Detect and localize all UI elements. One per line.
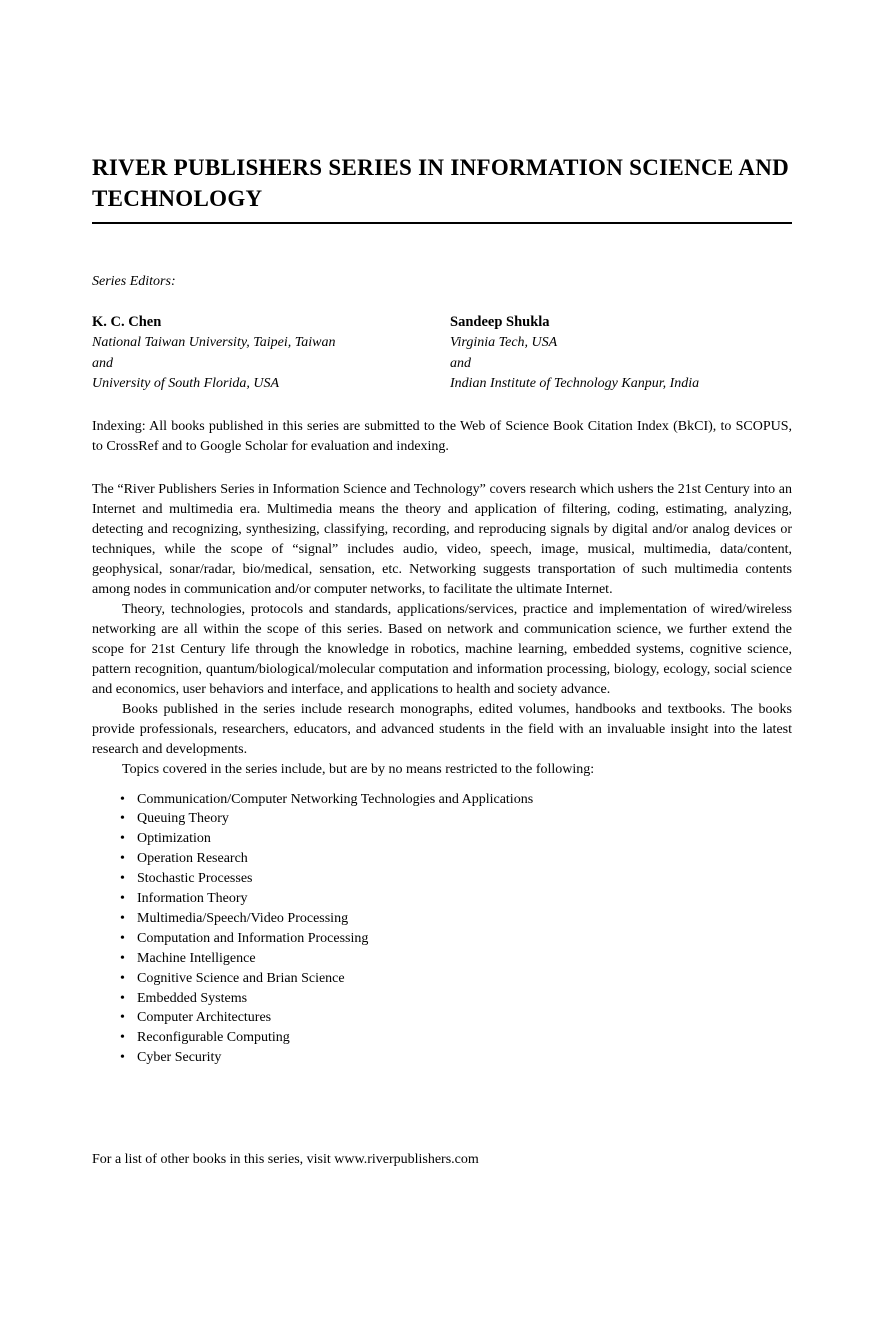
topic-item: • Computer Architectures: [120, 1008, 792, 1028]
editor-affiliation-line: and: [92, 355, 113, 371]
description-paragraph: The “River Publishers Series in Information Science and Technology” covers research which ushers the 21st Century into an Internet and multimedia era. Multimedia means the theory and application of filtering, coding, estimating, analyzing, detecting and recognizing, synthesizing, classifying, recording, and reproducing signals by digital and/or analog devices or techniques, while the scope of “signal” includes audio, video, speech, image, musical, multimedia, data/content, geophysical, sonar/radar, bio/medical, sensation, etc. Networking suggests transportation of such multimedia contents among nodes in communication and/or computer networks, to facilitate the ultimate Internet.: [92, 481, 792, 597]
series-editors-label: Series Editors:: [92, 274, 176, 289]
topic-item: • Queuing Theory: [120, 809, 792, 829]
description-paragraph: Theory, technologies, protocols and standards, applications/services, practice and implementation of wired/wireless networking are all within the scope of this series. Based on network and communication science, we further extend the scope for 21st Century life through the knowledge in robotics, machine learning, embedded systems, cognitive science, pattern recognition, quantum/biological/molecular computation and information processing, biology, ecology, social science and economics, user behaviors and interface, and applications to health and society advance.: [92, 601, 792, 697]
editor-affiliation-line: and: [450, 355, 471, 371]
editor-name: K. C. Chen: [92, 314, 162, 330]
topic-item: • Machine Intelligence: [120, 949, 792, 969]
footer-note: For a list of other books in this series, visit www.riverpublishers.com: [92, 1152, 479, 1167]
topic-item: • Information Theory: [120, 889, 792, 909]
editor-affiliation-line: Virginia Tech, USA: [450, 335, 558, 350]
topic-item: • Reconfigurable Computing: [120, 1028, 792, 1048]
editor-column-right: [450, 312, 792, 395]
editor-affiliation-line: National Taiwan University, Taipei, Taiwan: [92, 335, 336, 350]
topic-item: • Computation and Information Processing: [120, 929, 792, 949]
topic-item: • Operation Research: [120, 849, 792, 869]
editors-section: [92, 312, 792, 395]
topic-item: • Stochastic Processes: [120, 869, 792, 889]
editor-column-left: [92, 312, 450, 395]
title-divider: [92, 222, 792, 224]
series-description: [92, 480, 792, 780]
topic-item: • Multimedia/Speech/Video Processing: [120, 909, 792, 929]
topic-item: • Cyber Security: [120, 1048, 792, 1068]
topic-item: • Optimization: [120, 829, 792, 849]
editor-affiliation-line: University of South Florida, USA: [92, 376, 280, 391]
topic-item: • Cognitive Science and Brian Science: [120, 969, 792, 989]
description-paragraph: Books published in the series include research monographs, edited volumes, handbooks and textbooks. The books provide professionals, researchers, educators, and advanced students in the field with an invaluable insight into the latest research and developments.: [92, 701, 792, 757]
editor-affiliation-line: Indian Institute of Technology Kanpur, India: [450, 376, 700, 391]
indexing-paragraph: Indexing: All books published in this series are submitted to the Web of Science Book Citation Index (BkCI), to SCOPUS, to CrossRef and to Google Scholar for evaluation and indexing.: [92, 418, 792, 454]
editor-name: Sandeep Shukla: [450, 314, 550, 330]
topic-item: • Embedded Systems: [120, 989, 792, 1009]
topic-item: • Communication/Computer Networking Technologies and Applications: [120, 790, 792, 810]
topics-list: [92, 790, 792, 1069]
page-title: RIVER PUBLISHERS SERIES IN INFORMATION SCIENCE AND TECHNOLOGY: [92, 155, 790, 211]
topics-intro-paragraph: Topics covered in the series include, but are by no means restricted to the following:: [122, 761, 595, 777]
